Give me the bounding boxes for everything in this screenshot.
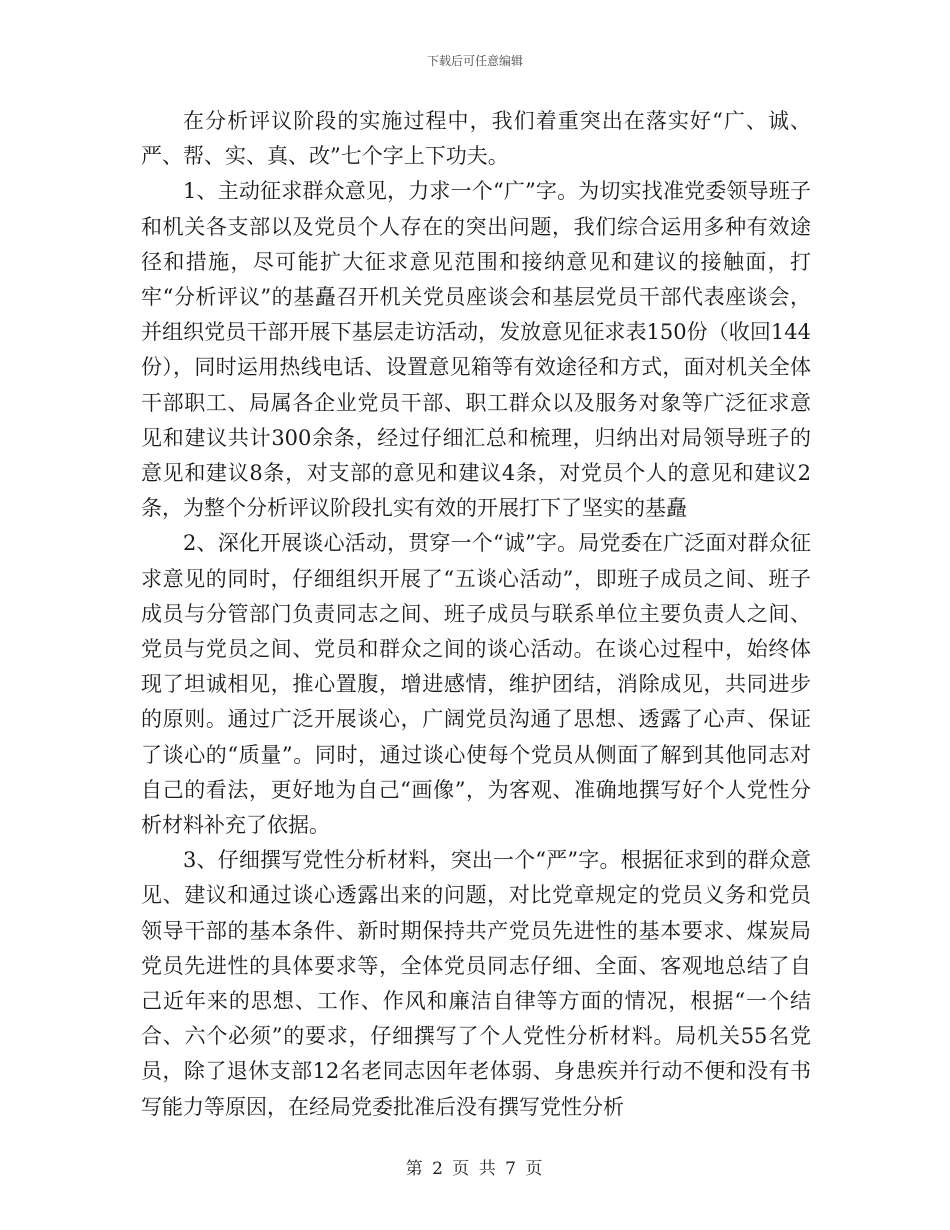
page-number: 第 2 页 共 7 页: [405, 1159, 545, 1179]
paragraph-point-3: 3、仔细撰写党性分析材料，突出一个“严”字。根据征求到的群众意见、建议和通过谈心透露出来的问题，对比党章规定的党员义务和党员领导干部的基本条件、新时期保持共产党员先进性的基本要求、煤炭局党员先进性的具体要求等，全体党员同志仔细、全面、客观地总结了自己近年来的思想、工作、作风和廉洁自律等方面的情况，根据“一个结合、六个必须”的要求，仔细撰写了个人党性分析材料。局机关55名党员，除了退休支部12名老同志因年老体弱、身患疾并行动不便和没有书写能力等原因，在经局党委批准后没有撰写党性分析: [141, 848, 811, 1119]
paragraph-point-2: 2、深化开展谈心活动，贯穿一个“诚”字。局党委在广泛面对群众征求意见的同时，仔细组织开展了“五谈心活动”，即班子成员之间、班子成员与分管部门负责同志之间、班子成员与联系单位主要负责人之间、党员与党员之间、党员和群众之间的谈心活动。在谈心过程中，始终体现了坦诚相见，推心置腹，增进感情，维护团结，消除成见，共同进步的原则。通过广泛开展谈心，广阔党员沟通了思想、透露了心声、保证了谈心的“质量”。同时，通过谈心使每个党员从侧面了解到其他同志对自己的看法，更好地为自己“画像”，为客观、准确地撰写好个人党性分析材料补充了依据。: [141, 531, 811, 838]
document-body: [141, 104, 811, 1125]
paragraph-intro: 在分析评议阶段的实施过程中，我们着重突出在落实好“广、诚、严、帮、实、真、改”七个字上下功夫。: [141, 109, 811, 169]
page-header-note: 下载后可任意编辑: [426, 54, 523, 68]
paragraph-point-1: 1、主动征求群众意见，力求一个“广”字。为切实找准党委领导班子和机关各支部以及党员个人存在的突出问题，我们综合运用多种有效途径和措施，尽可能扩大征求意见范围和接纳意见和建议的接触面，打牢“分析评议”的基矗召开机关党员座谈会和基层党员干部代表座谈会，并组织党员干部开展下基层走访活动，发放意见征求表150份（收回144份），同时运用热线电话、设置意见箱等有效途径和方式，面对机关全体干部职工、局属各企业党员干部、职工群众以及服务对象等广泛征求意见和建议共计300余条，经过仔细汇总和梳理，归纳出对局领导班子的意见和建议8条，对支部的意见和建议4条，对党员个人的意见和建议2条，为整个分析评议阶段扎实有效的开展打下了坚实的基矗: [141, 179, 811, 521]
